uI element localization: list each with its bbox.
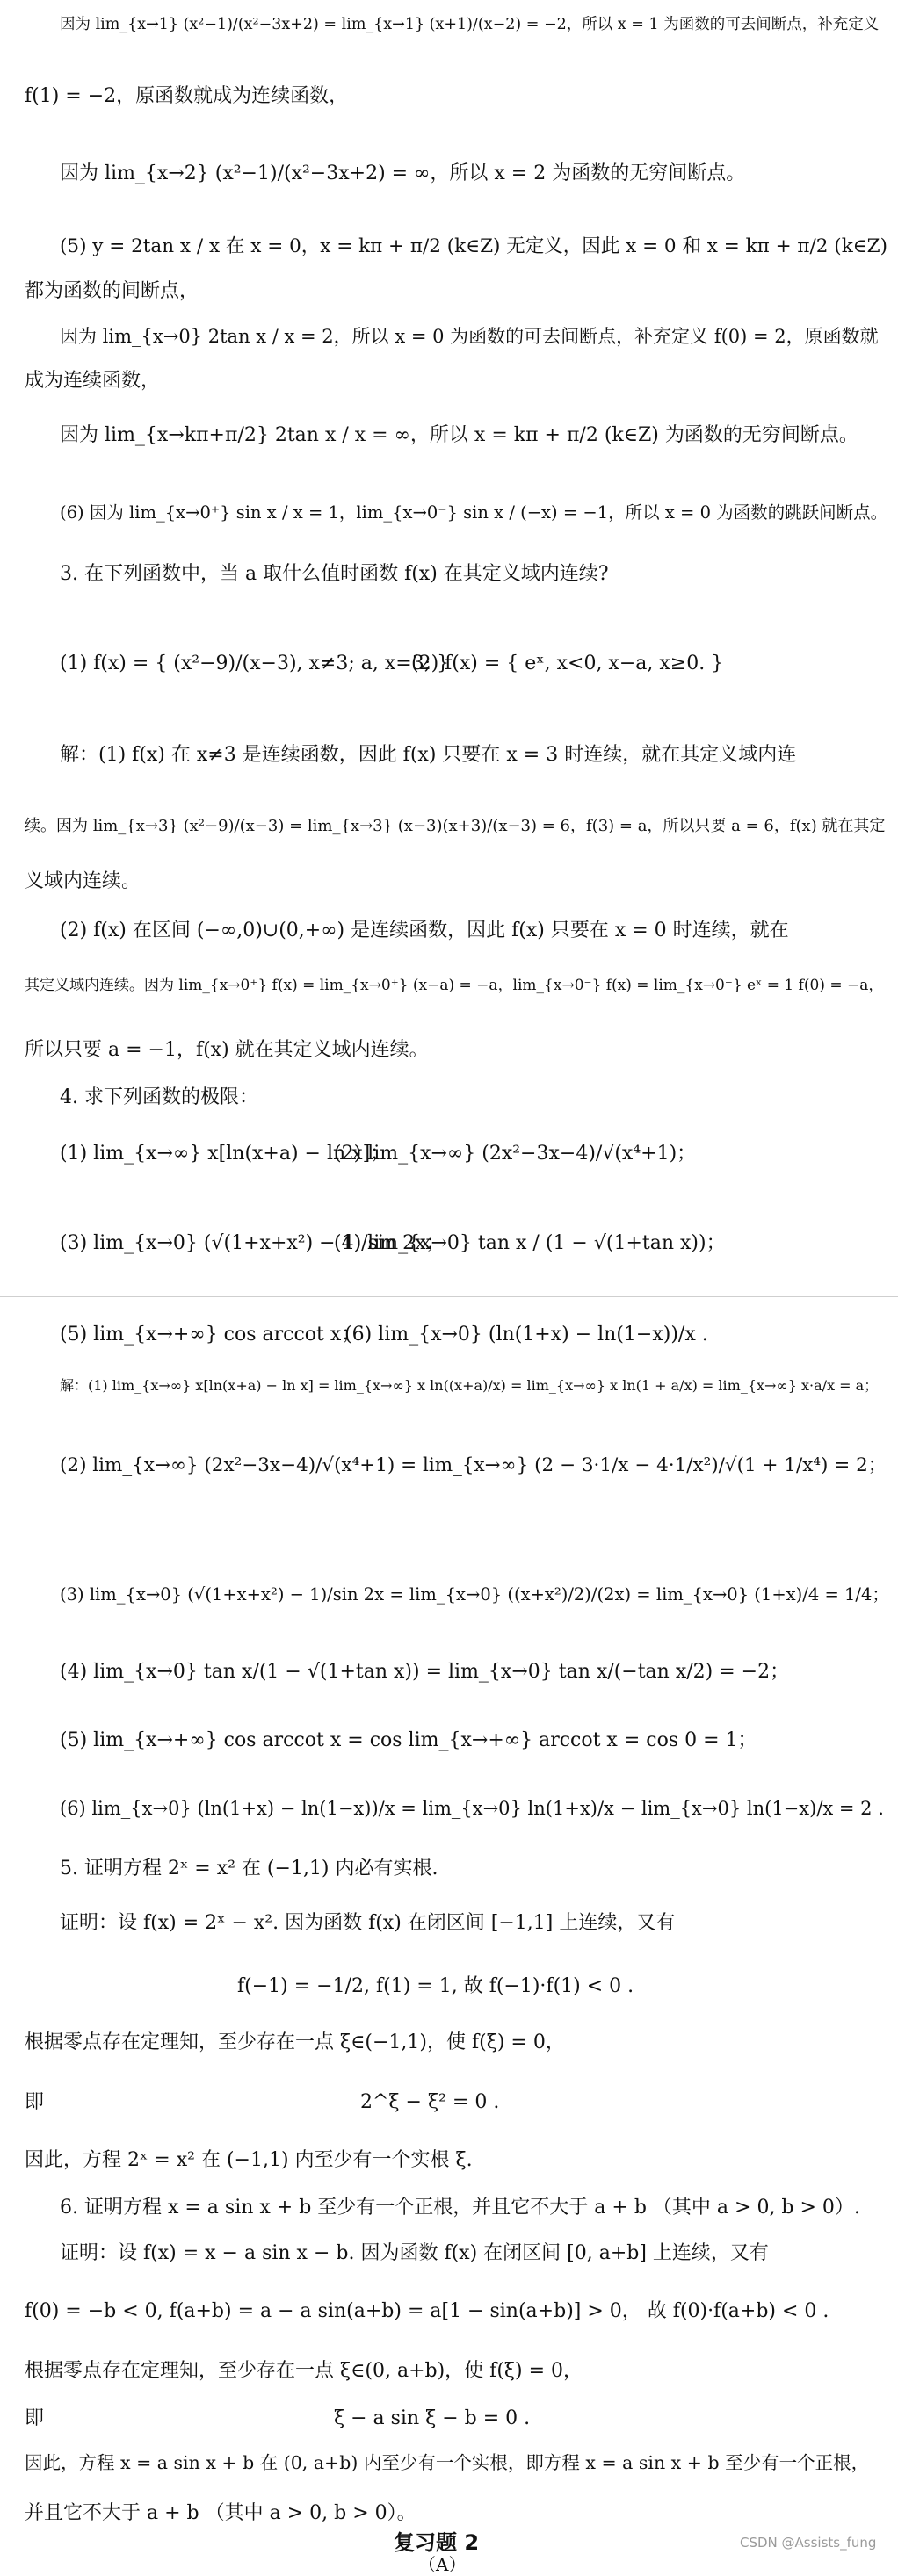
text-line: (2) f(x) = { eˣ, x<0, x−a, x≥0. } (411, 653, 724, 675)
text-line: 因为 lim_{x→1} (x²−1)/(x²−3x+2) = lim_{x→1} (x+1)/(x−2) = −2，所以 x = 1 为函数的可去间断点，补充定义 (60, 16, 880, 33)
text-line: (4) lim_{x→0} tan x / (1 − √(1+tan x))； (334, 1232, 726, 1254)
text-line: 因为 lim_{x→2} (x²−1)/(x²−3x+2) = ∞，所以 x = 2 为函数的无穷间断点。 (60, 162, 746, 184)
text-line: 因此，方程 x = a sin x + b 在 (0, a+b) 内至少有一个实根，即方程 x = a sin x + b 至少有一个正根， (25, 2452, 870, 2473)
text-line: 证明：设 f(x) = 2ˣ − x². 因为函数 f(x) 在闭区间 [−1,1] 上连续，又有 (60, 1912, 676, 1934)
text-line: ξ − a sin ξ − b = 0 . (334, 2407, 531, 2429)
text-line: (2) lim_{x→∞} (2x²−3x−4)/√(x⁴+1)； (334, 1143, 697, 1165)
text-line: 即 (25, 2091, 45, 2113)
text-line: (1) f(x) = { (x²−9)/(x−3), x≠3; a, x=3; } (60, 653, 450, 675)
text-line: f(−1) = −1/2, f(1) = 1, 故 f(−1)·f(1) < 0 . (237, 1975, 634, 1997)
text-line: 5. 证明方程 2ˣ = x² 在 (−1,1) 内必有实根. (60, 1858, 438, 1880)
text-line: f(0) = −b < 0, f(a+b) = a − a sin(a+b) = a[1 − sin(a+b)] > 0， 故 f(0)·f(a+b) < 0 . (25, 2300, 829, 2322)
text-line: (5) y = 2tan x / x 在 x = 0，x = kπ + π/2 (k∈Z) 无定义，因此 x = 0 和 x = kπ + π/2 (k∈Z) (60, 235, 887, 257)
watermark: CSDN @Assists_fung (740, 2535, 877, 2551)
text-line: (3) lim_{x→0} (√(1+x+x²) − 1)/sin 2x； (60, 1232, 445, 1254)
text-line: (2) lim_{x→∞} (2x²−3x−4)/√(x⁴+1) = lim_{x→∞} (2 − 3·1/x − 4·1/x²)/√(1 + 1/x⁴) = 2； (60, 1454, 887, 1476)
text-line: (5) lim_{x→+∞} cos arccot x = cos lim_{x→+∞} arccot x = cos 0 = 1； (60, 1729, 757, 1751)
text-line: 解：(1) lim_{x→∞} x[ln(x+a) − ln x] = lim_{x→∞} x ln((x+a)/x) = lim_{x→∞} x ln(1 + a/x) = lim_{x→∞} x·a/x = a； (60, 1377, 879, 1394)
text-line: 4. 求下列函数的极限： (60, 1086, 258, 1108)
text-line: 根据零点存在定理知，至少存在一点 ξ∈(−1,1)，使 f(ξ) = 0， (25, 2031, 565, 2053)
text-line: f(1) = −2，原函数就成为连续函数， (25, 85, 349, 107)
text-line: 其定义域内连续。因为 lim_{x→0⁺} f(x) = lim_{x→0⁺} (x−a) = −a，lim_{x→0⁻} f(x) = lim_{x→0⁻} eˣ = 1 f(0) = −a， (25, 977, 884, 994)
text-line: 续。因为 lim_{x→3} (x²−9)/(x−3) = lim_{x→3} (x−3)(x+3)/(x−3) = 6，f(3) = a，所以只要 a = 6，f(x) 就在其定 (25, 817, 886, 835)
text-line: 都为函数的间断点， (25, 280, 199, 302)
text-line: 根据零点存在定理知，至少存在一点 ξ∈(0, a+b)，使 f(ξ) = 0， (25, 2360, 583, 2382)
text-line: (5) lim_{x→+∞} cos arccot x； (60, 1324, 361, 1346)
text-line: 并且它不大于 a + b （其中 a > 0, b > 0）。 (25, 2502, 416, 2524)
text-line: (1) lim_{x→∞} x[ln(x+a) − ln x]； (60, 1143, 390, 1165)
text-line: (2) f(x) 在区间 (−∞,0)∪(0,+∞) 是连续函数，因此 f(x) 只要在 x = 0 时连续，就在 (60, 920, 789, 942)
text-line: 因为 lim_{x→kπ+π/2} 2tan x / x = ∞，所以 x = kπ + π/2 (k∈Z) 为函数的无穷间断点。 (60, 424, 858, 446)
text-line: (6) lim_{x→0} (ln(1+x) − ln(1−x))/x = lim_{x→0} ln(1+x)/x − lim_{x→0} ln(1−x)/x = 2 . (60, 1798, 884, 1819)
text-line: 即 (25, 2407, 45, 2429)
section-heading: 复习题 2 (394, 2530, 480, 2555)
text-line: 3. 在下列函数中，当 a 取什么值时函数 f(x) 在其定义域内连续? (60, 563, 609, 585)
text-line: 证明：设 f(x) = x − a sin x − b. 因为函数 f(x) 在闭区间 [0, a+b] 上连续，又有 (60, 2242, 769, 2264)
text-line: 成为连续函数， (25, 370, 161, 392)
section-subheading: （A） (418, 2554, 467, 2575)
text-line: 2^ξ − ξ² = 0 . (360, 2091, 500, 2113)
text-line: (4) lim_{x→0} tan x/(1 − √(1+tan x)) = lim_{x→0} tan x/(−tan x/2) = −2； (60, 1661, 790, 1683)
text-line: (6) 因为 lim_{x→0⁺} sin x / x = 1，lim_{x→0⁻} sin x / (−x) = −1，所以 x = 0 为函数的跳跃间断点。 (60, 502, 888, 523)
page-divider (0, 1296, 898, 1297)
text-line: 义域内连续。 (25, 870, 141, 892)
text-line: 解：(1) f(x) 在 x≠3 是连续函数，因此 f(x) 只要在 x = 3 时连续，就在其定义域内连 (60, 744, 797, 766)
text-line: 6. 证明方程 x = a sin x + b 至少有一个正根，并且它不大于 a + b （其中 a > 0, b > 0）. (60, 2197, 860, 2219)
text-line: (3) lim_{x→0} (√(1+x+x²) − 1)/sin 2x = lim_{x→0} ((x+x²)/2)/(2x) = lim_{x→0} (1+x)/4 = 1/4； (60, 1584, 889, 1605)
text-line: 因为 lim_{x→0} 2tan x / x = 2，所以 x = 0 为函数的可去间断点，补充定义 f(0) = 2，原函数就 (60, 326, 879, 347)
text-line: (6) lim_{x→0} (ln(1+x) − ln(1−x))/x . (344, 1324, 708, 1346)
text-line: 因此，方程 2ˣ = x² 在 (−1,1) 内至少有一个实根 ξ. (25, 2149, 473, 2171)
text-line: 所以只要 a = −1，f(x) 就在其定义域内连续。 (25, 1039, 429, 1061)
